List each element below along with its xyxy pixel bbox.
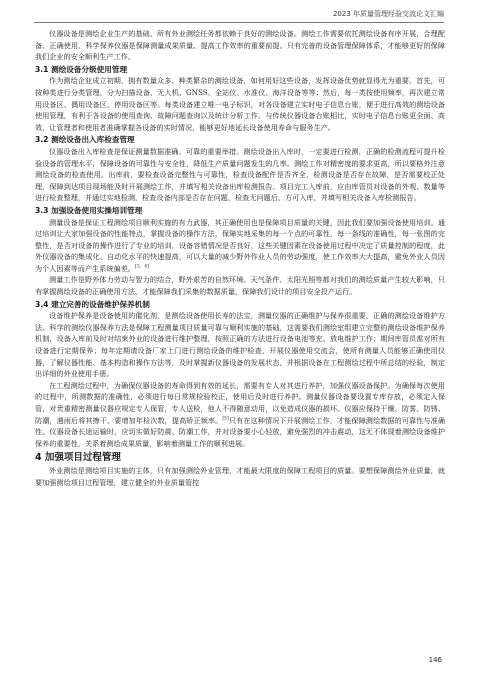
section-3-2-paragraph: 仪器设备出入库检查是保证测量数据准确、可靠的重要举措。测绘设备出入库时，一定要进行检测，正确的检测流程可提升检验设备的管理水平，保障设备的可靠性与安全性，降低生产质量问题发生的几率。测绘工作对精密度的要求更高，所以要格外注意测绘设备的检查使用。出库前，要检查设备完整性与可靠性，检查设备配件是否齐全，检测设备是否存在故障，是否需要校正处理，保障到达项目现场能及时开展测绘工作，并填写相关设备出库检测报告。项目完工入库前，应由库管员对设备的外观、数量等进行检查整理，并通过实地检测，检查设备内部是否存在问题，检查无问题后，方可入库，并填写相关设备入库检测报告。 [35,146,445,203]
article-body [35,28,445,489]
section-3-2-heading: 3.2 测绘设备出入库检查管理 [35,135,135,145]
section-3-4-heading: 3.4 建立完善的设备维护保养机制 [35,299,150,309]
section-4-heading: 4 加强项目过程管理 [35,452,121,464]
citation-3-4[interactable]: [3，4] [135,264,150,270]
section-3-3-heading: 3.3 加强设备使用实操培训管理 [35,205,143,215]
section-3-3-paragraph-1 [35,217,445,275]
section-3-4-text-b: 只有在这种情况下开展测绘工作，才能保障测绘数据的可靠性与准确性。仪器设备长途运输时，应切实做好防震、防潮工作，并对设备要小心轻放，避免强烈的冲击震动，这无不体现着测绘设备维护保养的重要性，关系着测绘成果质量，影响着测量工作的顺利进展。 [35,415,445,448]
section-3-4-paragraph-2 [35,380,445,450]
citation-5[interactable]: [5] [222,416,229,422]
section-4-paragraph: 外业测绘是测绘项目实施的主体，只有加强测绘外业管理，才能最大限度的保障工程项目的质量。要想保障测绘外业质量，就要加强测绘项目过程管理，建立健全的外业质量管控 [35,466,445,487]
section-3-4-text-a: 在工程测绘过程中，为确保仪器设备的寿命得到有效的延长，需要有专人对其进行养护，加强仪器设备保护。为确保每次使用的过程中，所测数据的准确性，必须进行每日常规检验校正，使用后及时进行养护。测量仪器设备要设置专库存放，必须定人保管，对贵重精密测量仪器应规定专人保管，专人送检，他人不得随意动用，以免造成仪器的损坏。仪器应保持干燥、防雾、防锈、防潮，遇雨后将其擦干。要增加年检次数，提高矫正频率。 [35,380,445,425]
section-3-1-paragraph: 作为测绘企业成立初期，拥有数量众多、种类繁杂的测绘设备，如何用好这些设备，发挥设备优势就显得尤为重要。首先，可按种类进行分类管理，分为扫描设备、无人机、GNSS、全站仪、水准仪、海洋设备等等；然后，每一类按使用频率，再次建立常用设备区、偶用设备区、停用设备区等。每类设备建立唯一电子标识，对各设备建立实时电子信息台账，便于进行高效的测绘设备使用管理，有利于各设备的使用查询、故障问题查询以及统计分析工作。与传统仪器设备台账相比，实时电子信息台账更全面、高效，让管理者和使用者准确掌握各设备的实时情况，能够更好地延长设备使用寿命与服务生产。 [35,76,445,132]
intro-paragraph: 仪器设备是测绘企业生产的基础，所有外业测绘任务都依赖于良好的测绘设备。测绘工作需要依托测绘设备有序开展，合理配备、正确使用、科学保养仪器是保障测量成果质量、提高工作效率的重要前提。只有完善的设备管理保障体系，才能够更好的保障我们企业的安全顺利生产工作。 [35,29,445,62]
running-header [34,8,444,23]
section-3-3-paragraph-2: 测量工作是野外体力劳动与智力的结合，野外艰苦的自然环境、天气条件、太阳光照等都对我们的测绘质量产生较大影响，只有掌握测绘设备的正确使用方法，才能保障我们采集的数据质量，保障我们设计的项目安全投产运行。 [35,275,445,297]
section-3-1-heading: 3.1 测绘设备分级使用管理 [35,64,128,74]
journal-title: 2023 年质量管理经验交流论文汇编 [332,10,444,18]
page-number: 146 [428,656,442,664]
section-3-4-paragraph-1: 设备维护保养是设备使用的催化剂，是测绘设备使用长寿的法宝，测量仪器的正确维护与保养很重要，正确的测绘设备维护方法、科学的测绘仪器保养方法是保障工程测量项目质量可靠与顺利实施的基础，这需要我们测绘室组建立完整的测绘设备维护保养机制，设备入库前及时对结束外业的设备进行维护整理，按照正确的方法进行设备电池等充、放电维护工作；期间库管员需对所有设备进行定期保养；每年定期请设备厂家上门进行测绘设备的维护检查，开展仪器使用交流会，使所有测量人员能够正确使用仪器，了解仪器性能、基本构造和操作方法等，及时掌握新仪器设备的发展状态，并根据设备在工程测绘过程中所总结的经验，制定出详细的外业使用手册。 [35,311,445,379]
section-3-3-text: 测量设备是保证工程测绘项目顺利实施的有力武器，其正确使用也是保障项目质量的关键，因此我们要加强设备使用培训。通过培训让大家加强设备的性能特点，掌握设备的操作方法，保障实地采集的每一个点的可靠性，每一条线的准确性，每一张图的完整性，是否对设备的操作进行了专业的培训，设备容错情况是否良好，这些关键因素在设备使用过程中决定了质量控制的程度，此外仪器设备的集成化、自动化水平的快速提高，可以大量的减少野外作业人员的劳动强度，使工作效率大大提高，避免外业人员因为个人因素等而产生系统偏差。 [35,217,445,273]
